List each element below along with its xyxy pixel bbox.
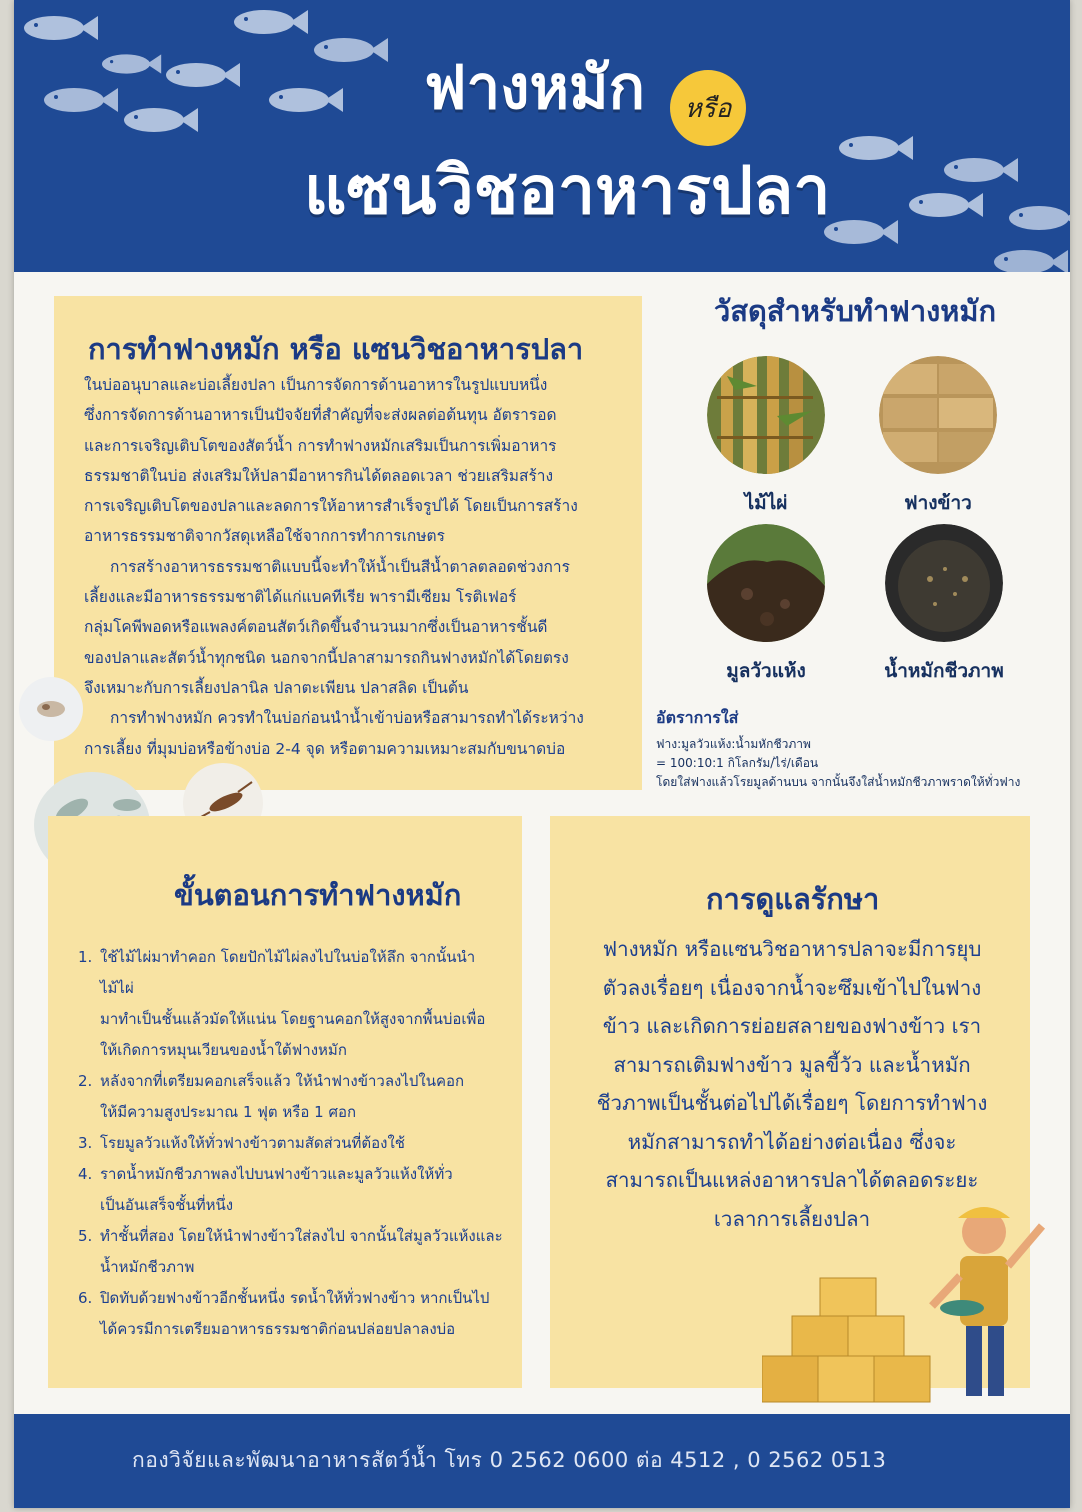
- material-label: มูลวัวแห้ง: [726, 660, 806, 682]
- step-line: เป็นอันเสร็จชั้นที่หนึ่ง: [100, 1196, 234, 1214]
- step-number: 4.: [78, 1165, 93, 1183]
- step-line: ปิดทับด้วยฟางข้าวอีกชั้นหนึ่ง รดน้ำให้ทั่วฟางข้าว หากเป็นไป: [100, 1289, 490, 1307]
- title-line-1: ฟางหมัก: [424, 53, 645, 123]
- step-number: 5.: [78, 1227, 93, 1245]
- farmer-illustration: [762, 1196, 1062, 1436]
- intro-line: ในบ่ออนุบาลและบ่อเลี้ยงปลา เป็นการจัดการด้านอาหารในรูปแบบหนึ่ง: [84, 376, 548, 394]
- steps-panel: [48, 816, 522, 1388]
- step-item: [78, 1159, 508, 1221]
- intro-heading: การทำฟางหมัก หรือ แซนวิชอาหารปลา: [88, 332, 584, 366]
- care-heading: การดูแลรักษา: [706, 882, 880, 916]
- poster: [14, 0, 1070, 1508]
- material-bamboo: [706, 356, 826, 518]
- step-number: 3.: [78, 1134, 93, 1152]
- footer-contact: กองวิจัยและพัฒนาอาหารสัตว์น้ำ โทร 0 2562 0600 ต่อ 4512 , 0 2562 0513: [132, 1448, 887, 1472]
- materials-title: วัสดุสำหรับทำฟางหมัก: [714, 294, 997, 328]
- care-line: สามารถเติมฟางข้าว มูลขี้วัว และน้ำหมัก: [613, 1052, 971, 1077]
- care-line: เวลาการเลี้ยงปลา: [713, 1206, 871, 1231]
- intro-body: [84, 370, 616, 764]
- straw-icon: [879, 356, 997, 474]
- rate-line: ฟาง:มูลวัวแห้ง:น้ำมหักชีวภาพ: [656, 737, 811, 751]
- intro-line: ธรรมชาติในบ่อ ส่งเสริมให้ปลามีอาหารกินได้ตลอดเวลา ช่วยเสริมสร้าง: [84, 466, 554, 485]
- intro-line: การเจริญเติบโตของปลาและลดการให้อาหารสำเร็จรูปได้ โดยเป็นการสร้าง: [84, 497, 578, 516]
- step-item: [78, 942, 508, 1066]
- step-number: 2.: [78, 1072, 93, 1090]
- rotifer-image: [18, 676, 84, 742]
- material-bio-ferment: [864, 524, 1024, 686]
- step-item: [78, 1283, 508, 1345]
- steps-list: [78, 942, 508, 1345]
- rate-title: อัตราการใส่: [656, 708, 739, 727]
- care-line: ชีวภาพเป็นชั้นต่อไปได้เรื่อยๆ โดยการทำฟาง: [596, 1091, 988, 1115]
- step-line: ให้เกิดการหมุนเวียนของน้ำใต้ฟางหมัก: [100, 1041, 347, 1059]
- step-line: ราดน้ำหมักชีวภาพลงไปบนฟางข้าวและมูลวัวแห้งให้ทั่ว: [100, 1165, 453, 1183]
- care-line: หมักสามารถทำได้อย่างต่อเนื่อง ซึ่งจะ: [627, 1129, 957, 1154]
- application-rate: [656, 706, 1066, 792]
- step-line: โรยมูลวัวแห้งให้ทั่วฟางข้าวตามสัดส่วนที่ต้องใช้: [100, 1134, 405, 1152]
- bio-ferment-icon: [885, 524, 1003, 642]
- material-dung: [704, 524, 828, 686]
- step-line: ให้มีความสูงประมาณ 1 ฟุต หรือ 1 ศอก: [100, 1103, 357, 1121]
- footer-banner: [14, 1414, 1070, 1508]
- step-item: [78, 1221, 508, 1283]
- steps-heading: ขั้นตอนการทำฟางหมัก: [174, 878, 462, 912]
- intro-line: การทำฟางหมัก ควรทำในบ่อก่อนนำน้ำเข้าบ่อหรือสามารถทำได้ระหว่าง: [110, 709, 584, 728]
- step-number: 1.: [78, 948, 93, 966]
- care-line: ตัวลงเรื่อยๆ เนื่องจากน้ำจะซึมเข้าไปในฟาง: [602, 975, 982, 1000]
- step-item: [78, 1128, 508, 1159]
- dung-icon: [707, 524, 825, 642]
- material-straw: [878, 356, 998, 518]
- intro-line: และการเจริญเติบโตของสัตว์น้ำ การทำฟางหมักเสริมเป็นการเพิ่มอาหาร: [84, 436, 557, 455]
- material-label: ไม้ไผ่: [744, 492, 788, 514]
- intro-line: จึงเหมาะกับการเลี้ยงปลานิล ปลาตะเพียน ปลาสลิด เป็นต้น: [84, 678, 469, 697]
- material-label: น้ำหมักชีวภาพ: [884, 660, 1004, 682]
- step-line: ได้ควรมีการเตรียมอาหารธรรมชาติก่อนปล่อยปลาลงบ่อ: [100, 1320, 456, 1338]
- step-line: น้ำหมักชีวภาพ: [100, 1258, 195, 1276]
- step-line: หลังจากที่เตรียมคอกเสร็จแล้ว ให้นำฟางข้าวลงไปในคอก: [100, 1072, 465, 1090]
- care-line: ฟางหมัก หรือแซนวิชอาหารปลาจะมีการยุบ: [602, 937, 982, 961]
- step-line: มาทำเป็นชั้นแล้วมัดให้แน่น โดยฐานคอกให้สูงจากพื้นบ่อเพื่อ: [100, 1010, 486, 1028]
- intro-line: กลุ่มโคพีพอดหรือแพลงค์ตอนสัตว์เกิดขึ้นจำนวนมากซึ่งเป็นอาหารชั้นดี: [84, 618, 548, 637]
- care-body: [578, 930, 1006, 1238]
- care-line: สามารถเป็นแหล่งอาหารปลาได้ตลอดระยะ: [605, 1168, 979, 1192]
- intro-panel: [54, 296, 642, 790]
- intro-line: ซึ่งการจัดการด้านอาหารเป็นปัจจัยที่สำคัญที่จะส่งผลต่อต้นทุน อัตรารอด: [84, 406, 557, 425]
- title-line-2: แซนวิชอาหารปลา: [304, 152, 831, 229]
- or-badge: หรือ: [670, 70, 746, 146]
- intro-line: ของปลาและสัตว์น้ำทุกชนิด นอกจากนี้ปลาสามารถกินฟางหมักได้โดยตรง: [84, 648, 569, 667]
- intro-line: อาหารธรรมชาติจากวัสดุเหลือใช้จากการทำการเกษตร: [84, 527, 445, 546]
- step-item: [78, 1066, 508, 1128]
- rate-line: โดยใส่ฟางแล้วโรยมูลด้านบน จากนั้นจึงใส่น้ำหมักชีวภาพราดให้ทั่วฟาง: [656, 775, 1021, 789]
- intro-line: การสร้างอาหารธรรมชาติแบบนี้จะทำให้น้ำเป็นสีน้ำตาลตลอดช่วงการ: [110, 557, 570, 576]
- intro-line: การเลี้ยง ที่มุมบ่อหรือข้างบ่อ 2-4 จุด หรือตามความเหมาะสมกับขนาดบ่อ: [84, 739, 566, 758]
- rate-line: = 100:10:1 กิโลกรัม/ไร่/เดือน: [656, 756, 819, 770]
- step-number: 6.: [78, 1289, 93, 1307]
- care-line: ข้าว และเกิดการย่อยสลายของฟางข้าว เรา: [602, 1014, 982, 1038]
- step-line: ทำชั้นที่สอง โดยให้นำฟางข้าวใส่ลงไป จากนั้นใส่มูลวัวแห้งและ: [100, 1227, 503, 1245]
- bamboo-icon: [707, 356, 825, 474]
- material-label: ฟางข้าว: [904, 492, 972, 514]
- step-line: ใช้ไม้ไผ่มาทำคอก โดยปักไม้ไผ่ลงไปในบ่อให้ลึก จากนั้นนำไม้ไผ่: [100, 948, 476, 997]
- header-banner: [14, 0, 1070, 272]
- intro-line: เลี้ยงและมีอาหารธรรมชาติได้แก่แบคทีเรีย พารามีเซียม โรติเฟอร์: [84, 588, 517, 607]
